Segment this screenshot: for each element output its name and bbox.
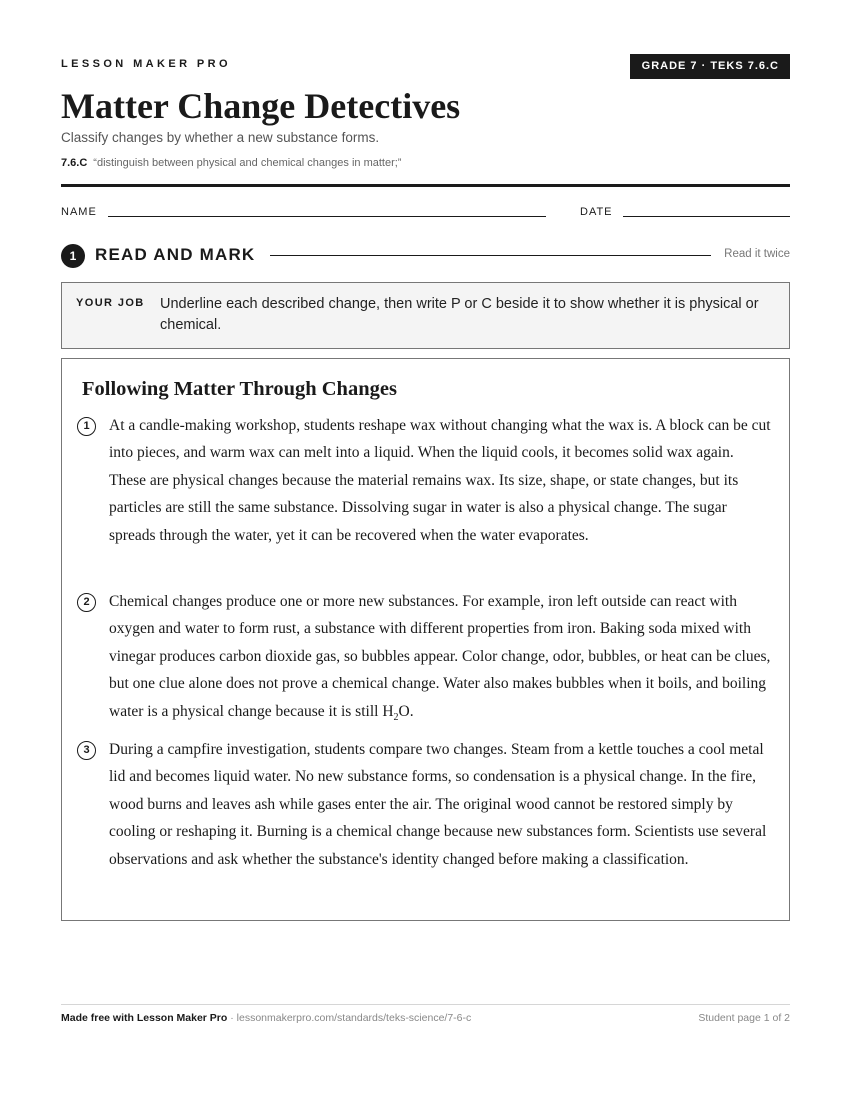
footer-credit [61, 1012, 471, 1024]
job-box [61, 282, 790, 349]
footer-separator: · [227, 1012, 237, 1024]
job-label: YOUR JOB [76, 297, 145, 309]
paragraph-number: 2 [77, 593, 96, 612]
paragraph-body: Chemical changes produce one or more new substances. For example, iron left outside can react with oxygen and water to form rust, a substance with different properties from iron. Baking soda mixed with vinegar produces carbon dioxide gas, so bubbles appear. Color change, odor, bubbles, or heat can be clues, but one clue alone does not prove a chemical change. Water also makes bubbles when it boils, and boiling water is a physical change because it is still H [109, 593, 771, 720]
paragraph-number: 1 [77, 417, 96, 436]
name-field[interactable] [108, 216, 546, 217]
section-note: Read it twice [724, 248, 790, 260]
footer-divider [61, 1004, 790, 1005]
section-number: 1 [61, 244, 85, 268]
paragraph-text: During a campfire investigation, students compare two changes. Steam from a kettle touches a cool metal lid and becomes liquid water. No new substance forms, so condensation is a physical change. In the fire, wood burns and leaves ash while gases enter the air. The original wood cannot be restored simply by cooling or reshaping it. Burning is a chemical change because new substances form. Scientists use several observations and ask whether the substance's identity changed before making a classification. [109, 741, 767, 868]
reading-title: Following Matter Through Changes [82, 378, 397, 400]
page-subtitle: Classify changes by whether a new substance forms. [61, 130, 380, 145]
section-divider [270, 255, 711, 256]
paragraph-text [109, 588, 771, 725]
standard-code: 7.6.C [61, 157, 88, 169]
standard-line [61, 157, 401, 169]
footer-made-with: Made free with Lesson Maker Pro [61, 1012, 228, 1024]
brand-name: LESSON MAKER PRO [61, 58, 231, 70]
section-title: READ AND MARK [95, 245, 256, 264]
name-label: NAME [61, 206, 97, 218]
grade-badge: GRADE 7 · TEKS 7.6.C [630, 54, 790, 79]
paragraph-number: 3 [77, 741, 96, 760]
date-field[interactable] [623, 216, 790, 217]
formula-subscript: 2 [393, 711, 399, 723]
worksheet-page [61, 0, 790, 1100]
reading-passage [61, 358, 790, 921]
section-header [61, 243, 790, 269]
footer-page-number: Student page 1 of 2 [698, 1012, 790, 1024]
footer-url[interactable]: lessonmakerpro.com/standards/teks-science/7-6-c [236, 1012, 472, 1024]
formula-end: O. [398, 702, 414, 720]
header-divider [61, 184, 790, 187]
page-title: Matter Change Detectives [61, 86, 461, 126]
paragraph-text: At a candle-making workshop, students reshape wax without changing what the wax is. A block can be cut into pieces, and warm wax can melt into a liquid. When the liquid cools, it becomes solid wax again. These are physical changes because the material remains wax. Its size, shape, or state changes, but its particles are still the same substance. Dissolving sugar in water is also a physical change. The sugar spreads through the water, yet it can be recovered when the water evaporates. [109, 417, 771, 544]
job-instructions: Underline each described change, then write P or C beside it to show whether it is physical or chemical. [160, 296, 759, 333]
date-label: DATE [580, 206, 613, 218]
standard-text: “distinguish between physical and chemical changes in matter;” [93, 157, 402, 169]
